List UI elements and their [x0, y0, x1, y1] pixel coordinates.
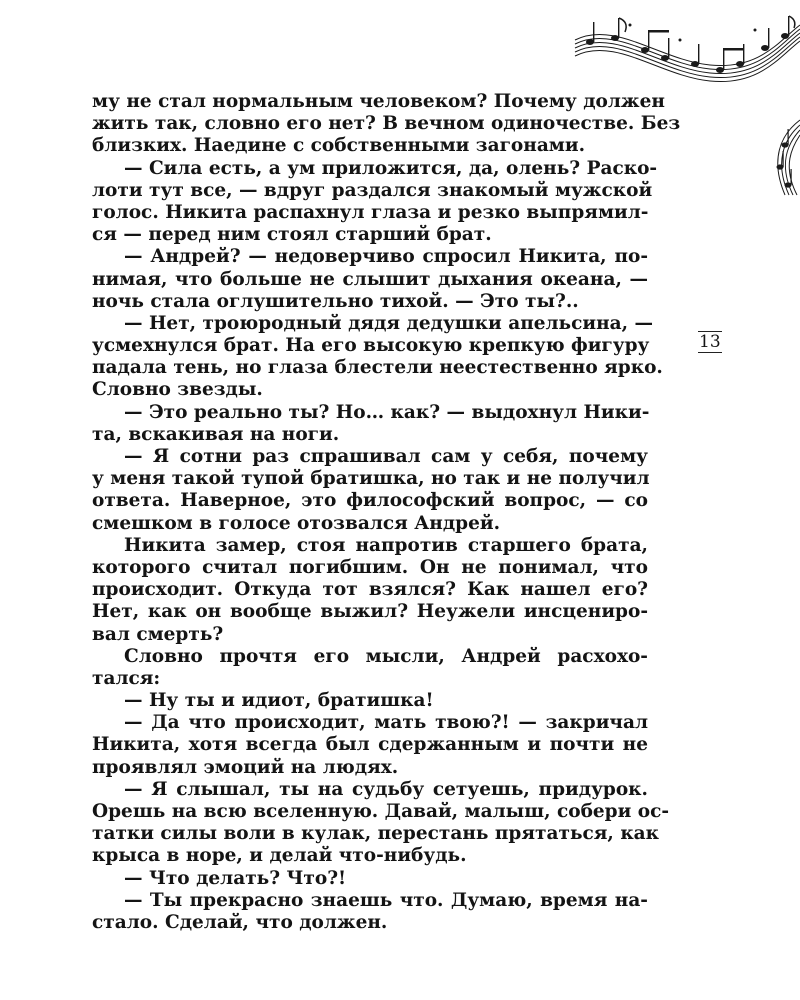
text-line: смешком в голосе отозвался Андрей.	[92, 512, 501, 534]
text-line: татки силы воли в кулак, перестань прятаться, как	[92, 823, 660, 845]
text-line: — Это реально ты? Но… как? — выдохнул Ники-	[124, 401, 650, 423]
text-line: Никита замер, стоя напротив старшего брата,	[124, 534, 648, 556]
text-line: Никита, хотя всегда был сдержанным и почти не	[92, 734, 648, 756]
body-text	[92, 91, 681, 934]
text-line: близких. Наедине с собственными загонами.	[92, 135, 586, 157]
text-line: — Я сотни раз спрашивал сам у себя, почему	[124, 446, 648, 467]
text-line: та, вскакивая на ноги.	[92, 423, 340, 445]
text-line: вал смерть?	[92, 623, 224, 645]
text-line: — Сила есть, а ум приложится, да, олень? Раско-	[124, 157, 658, 179]
text-line: нимая, что больше не слышит дыхания океана, —	[92, 268, 648, 290]
text-line: — Я слышал, ты на судьбу сетуешь, придурок.	[124, 778, 648, 800]
text-line: жить так, словно его нет? В вечном одиночестве. Без	[92, 113, 681, 135]
text-line: Словно звезды.	[92, 379, 263, 401]
text-line: — Андрей? — недоверчиво спросил Никита, по-	[124, 246, 648, 268]
text-line: происходит. Откуда тот взялся? Как нашел его?	[92, 579, 648, 601]
text-line: Нет, как он вообще выжил? Неужели инсцениро-	[92, 601, 648, 623]
text-line: ночь стала оглушительно тихой. — Это ты?..	[92, 290, 579, 312]
text-line: — Да что происходит, мать твою?! — закричал	[124, 712, 648, 734]
text-line: лоти тут все, — вдруг раздался знакомый мужской	[92, 179, 653, 201]
text-line: Орешь на всю вселенную. Давай, малыш, собери ос-	[92, 801, 670, 822]
page-number: 13	[699, 332, 721, 352]
text-line: падала тень, но глаза блестели неестественно ярко.	[92, 357, 663, 379]
text-line: проявлял эмоций на людях.	[92, 756, 399, 778]
text-line: — Ты прекрасно знаешь что. Думаю, время на-	[124, 889, 648, 911]
text-line: крыса в норе, и делай что-нибудь.	[92, 845, 467, 867]
text-line: Словно прочтя его мысли, Андрей расхохо-	[124, 645, 648, 667]
music-notes-ornament-side	[760, 115, 800, 200]
text-line: ответа. Наверное, это философский вопрос, — со	[92, 490, 648, 512]
text-line: усмехнулся брат. На его высокую крепкую фигуру	[92, 335, 650, 357]
text-line: — Что делать? Что?!	[124, 867, 347, 889]
text-line: которого считал погибшим. Он не понимал, что	[92, 556, 648, 578]
music-notes-ornament-top	[570, 0, 800, 95]
text-line: голос. Никита распахнул глаза и резко выпрямил-	[92, 201, 649, 223]
text-line: ся — перед ним стоял старший брат.	[92, 224, 492, 246]
text-line: у меня такой тупой братишка, но так и не получил	[92, 468, 650, 490]
text-line: — Нет, троюродный дядя дедушки апельсина, —	[124, 312, 654, 334]
text-line: стало. Сделай, что должен.	[92, 911, 388, 933]
text-line: тался:	[92, 667, 161, 689]
text-line: му не стал нормальным человеком? Почему должен	[92, 91, 665, 112]
text-line: — Ну ты и идиот, братишка!	[124, 690, 434, 712]
